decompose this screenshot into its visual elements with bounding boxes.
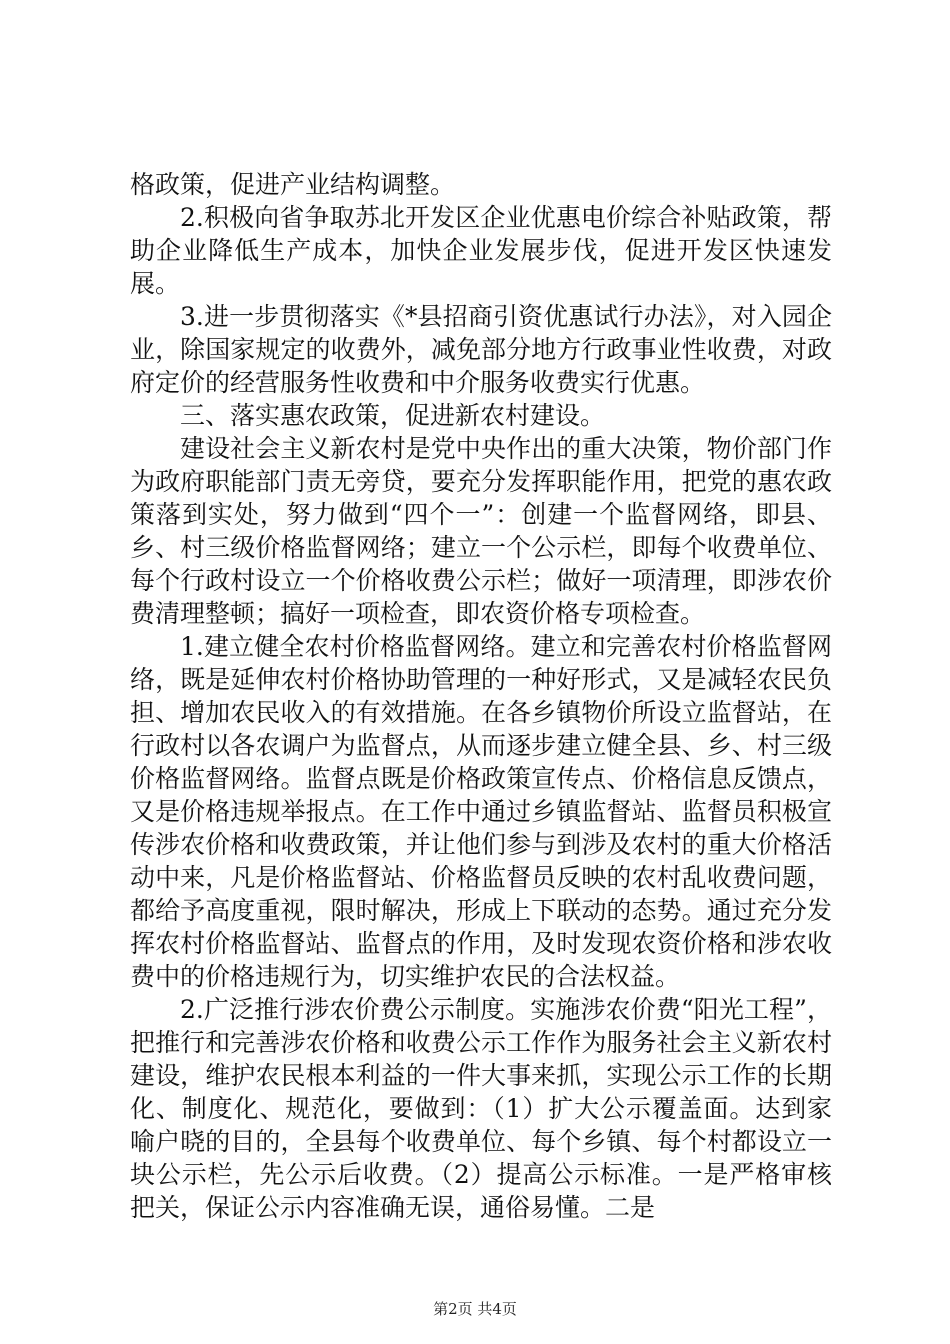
page-number-footer: 第2页 共4页: [433, 1300, 517, 1318]
paragraph-item-2: 2.积极向省争取苏北开发区企业优惠电价综合补贴政策，帮助企业降低生产成本，加快企业发展步伐，促进开发区快速发展。: [130, 203, 832, 298]
paragraph-item-2b: 2.广泛推行涉农价费公示制度。实施涉农价费“阳光工程”，把推行和完善涉农价格和收费公示工作作为服务社会主义新农村建设，维护农民根本利益的一件大事来抓，实现公示工作的长期化、制度化、规范化，要做到：（1）扩大公示覆盖面。达到家喻户晓的目的，全县每个收费单位、每个乡镇、每个村都设立一块公示栏，先公示后收费。（2）提高公示标准。一是严格审核把关，保证公示内容准确无误，通俗易懂。二是: [130, 995, 832, 1222]
section-heading: 三、落实惠农政策，促进新农村建设。: [180, 401, 606, 430]
paragraph-item-1: 1.建立健全农村价格监督网络。建立和完善农村价格监督网络，既是延伸农村价格协助管理的一种好形式，又是减轻农民负担、增加农民收入的有效措施。在各乡镇物价所设立监督站，在行政村以各农调户为监督点，从而逐步建立健全县、乡、村三级价格监督网络。监督点既是价格政策宣传点、价格信息反馈点，又是价格违规举报点。在工作中通过乡镇监督站、监督员积极宣传涉农价格和收费政策，并让他们参与到涉及农村的重大价格活动中来，凡是价格监督站、价格监督员反映的农村乱收费问题，都给予高度重视，限时解决，形成上下联动的态势。通过充分发挥农村价格监督站、监督点的作用，及时发现农资价格和涉农收费中的价格违规行为，切实维护农民的合法权益。: [130, 632, 832, 991]
paragraph-intro: 建设社会主义新农村是党中央作出的重大决策，物价部门作为政府职能部门责无旁贷，要充分发挥职能作用，把党的惠农政策落到实处，努力做到“四个一”：创建一个监督网络，即县、乡、村三级价格监督网络；建立一个公示栏，即每个收费单位、每个行政村设立一个价格收费公示栏；做好一项清理，即涉农价费清理整顿；搞好一项检查，即农资价格专项检查。: [130, 434, 832, 628]
paragraph-item-3: 3.进一步贯彻落实《*县招商引资优惠试行办法》，对入园企业，除国家规定的收费外，减免部分地方行政事业性收费，对政府定价的经营服务性收费和中介服务收费实行优惠。: [130, 302, 832, 397]
paragraph-continuation: 格政策，促进产业结构调整。: [130, 170, 456, 199]
document-body: [130, 168, 832, 1224]
